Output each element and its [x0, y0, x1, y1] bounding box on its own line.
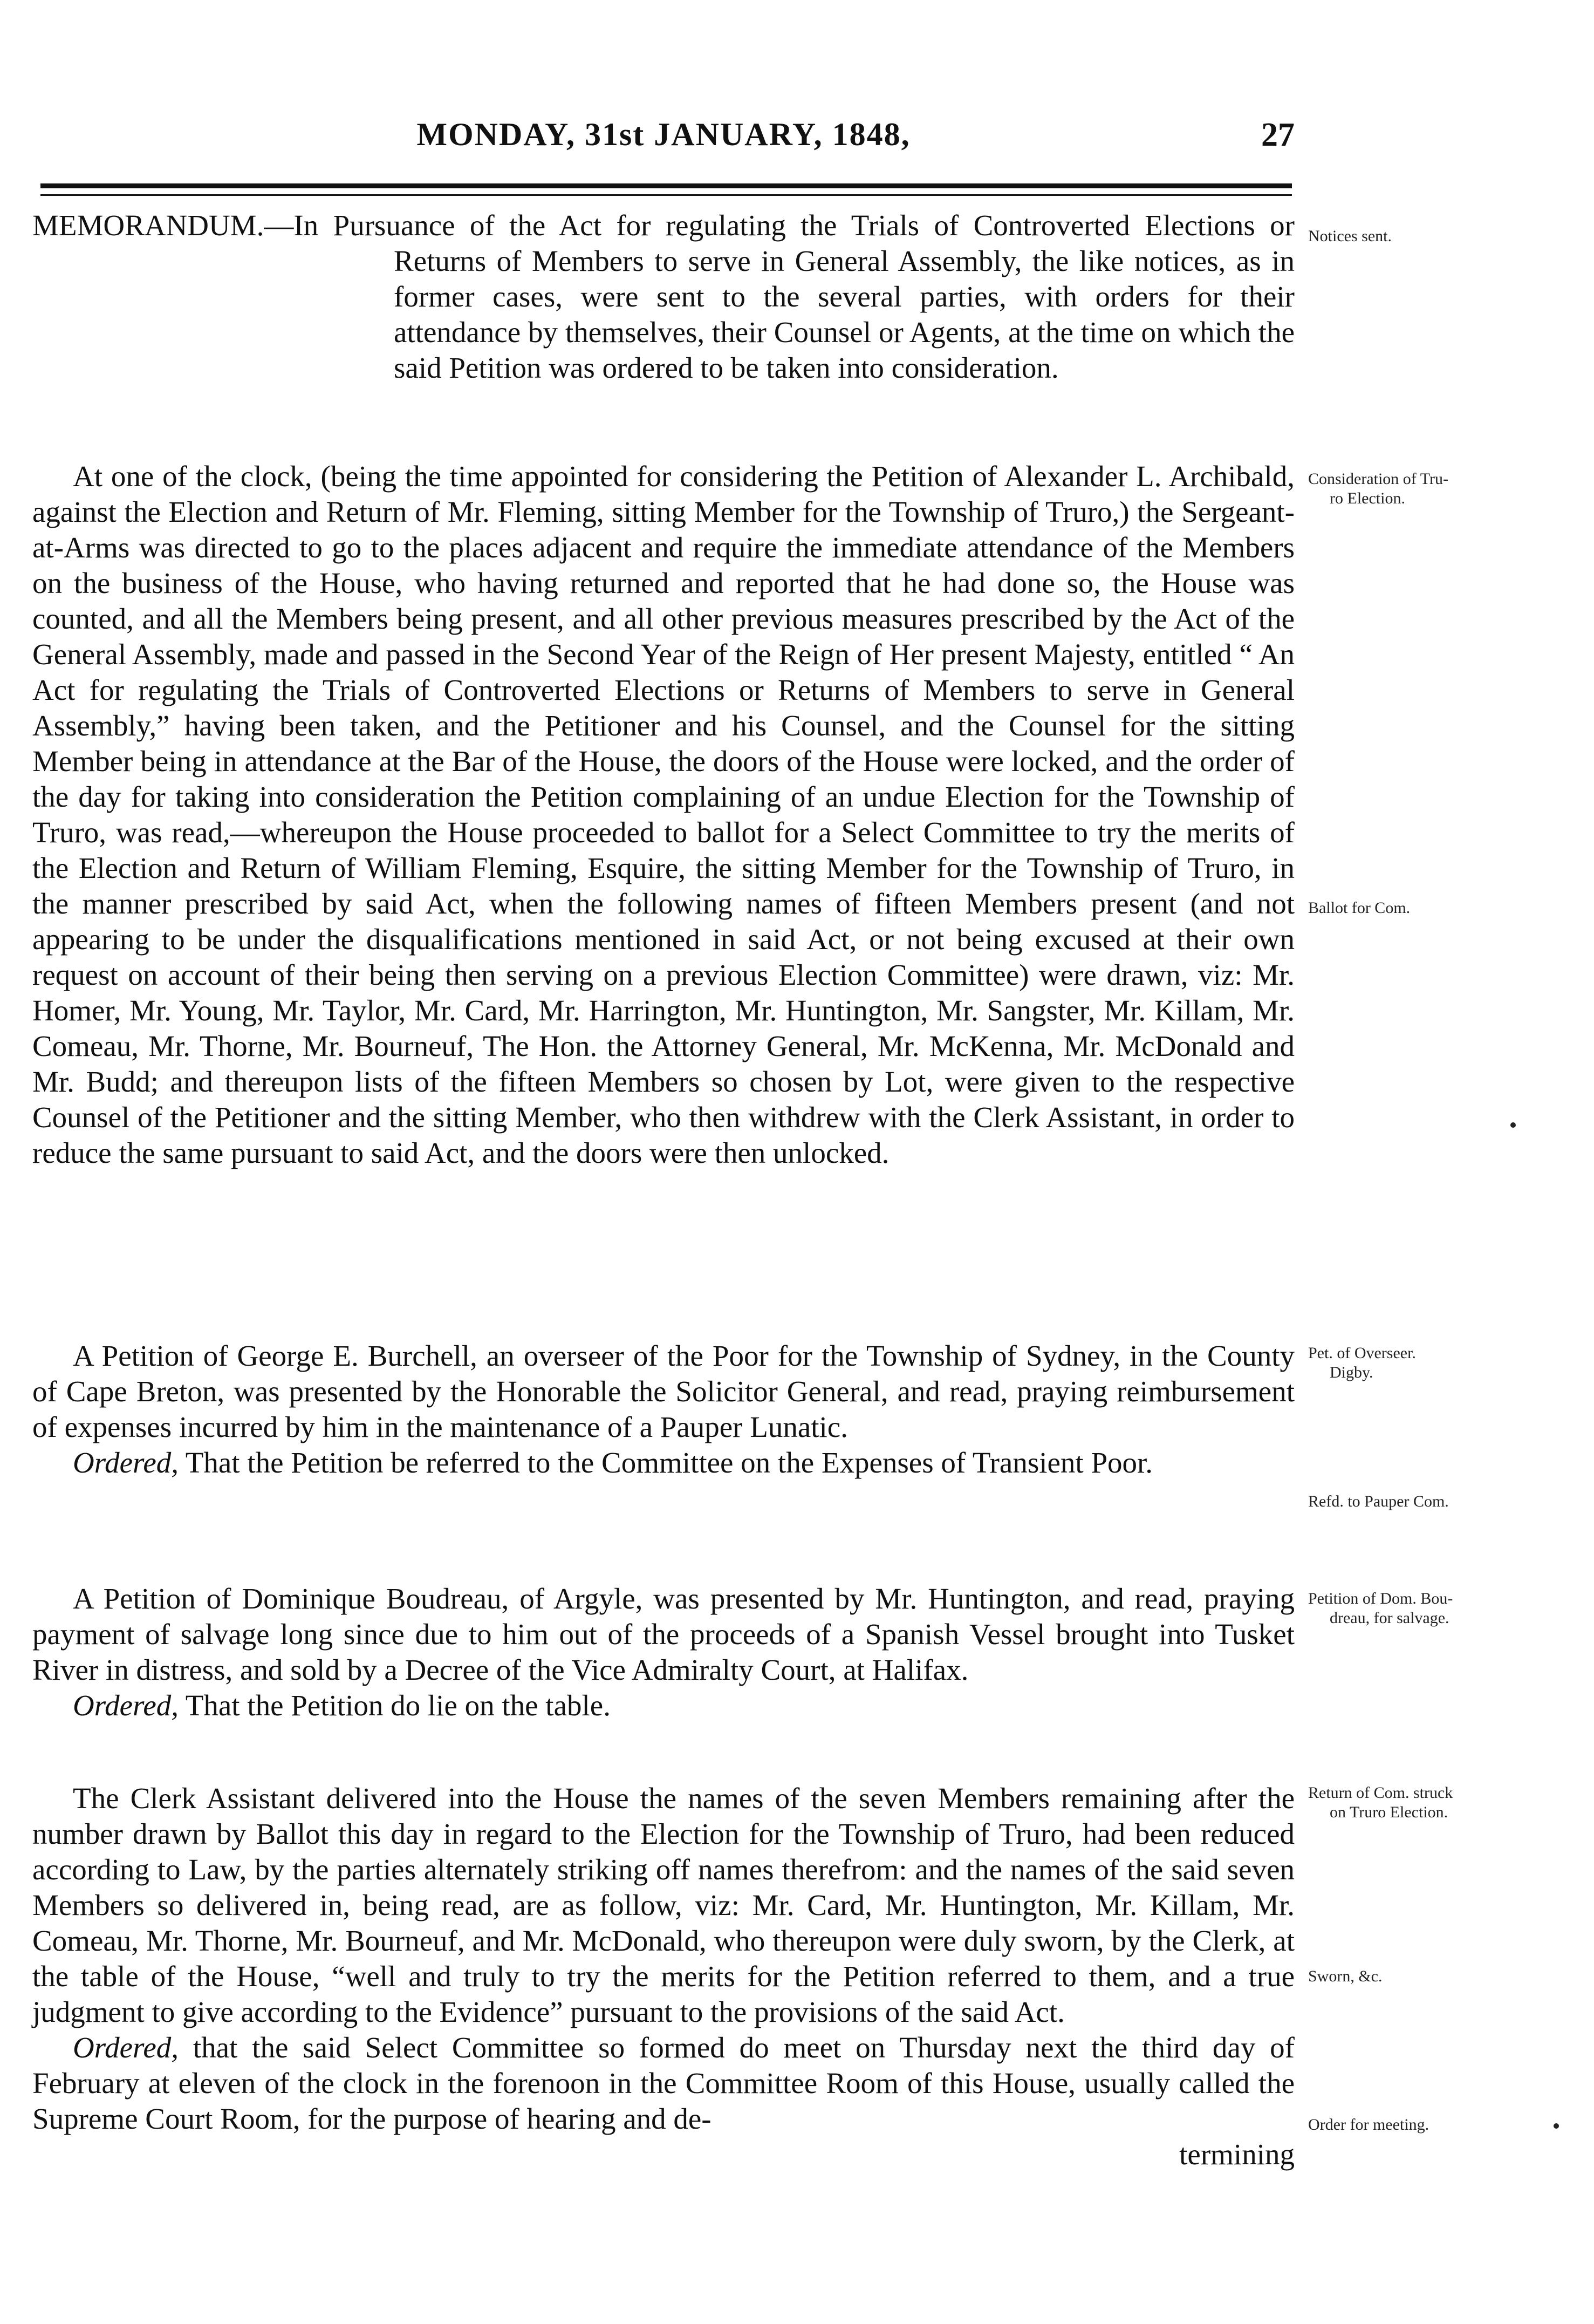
print-speck — [1510, 1122, 1516, 1128]
paragraph-text: A Petition of George E. Burchell, an overseer of the Poor for the Township of Sydney, in the County of Cape Breton, was presented by the Honorable the Solicitor General, and read, praying reimbursement of expenses incurred by him in the maintenance of a Pauper Lunatic. — [32, 1339, 1295, 1443]
margin-note-line: Return of Com. struck — [1308, 1784, 1453, 1802]
paragraph-committee-return — [32, 1781, 1295, 2172]
margin-note-consideration — [1308, 469, 1578, 508]
page-header — [32, 116, 1295, 165]
header-rule-thin — [40, 194, 1292, 196]
ordered-clause — [32, 1688, 1295, 1723]
ordered-label: Ordered, — [73, 1689, 179, 1722]
print-speck — [1554, 2123, 1559, 2129]
margin-note-line: Consideration of Tru- — [1308, 470, 1449, 488]
margin-note-overseer — [1308, 1344, 1578, 1382]
paragraph-burchell-petition — [32, 1338, 1295, 1481]
margin-note-sworn: Sworn, &c. — [1308, 1967, 1383, 1985]
running-head: MONDAY, 31st JANUARY, 1848, — [416, 117, 911, 152]
ordered-clause — [32, 2030, 1295, 2137]
margin-note-line: ro Election. — [1330, 489, 1405, 507]
paragraph-text: The Clerk Assistant delivered into the House the names of the seven Members remaining after the number drawn by Ballot this day in regard to the Election for the Township of Truro, had been reduced according to Law, by the parties alternately striking off names therefrom: and the names of the said seven Members so delivered in, being read, are as follow, viz: Mr. Card, Mr. Huntington, Mr. Killam, Mr. Comeau, Mr. Thorne, Mr. Bourneuf, and Mr. McDonald, who thereupon were duly sworn, by the Clerk, at the table of the House, “well and truly to try the merits for the Petition referred to them, and a true judgment to give according to the Evidence” pursuant to the provisions of the said Act. — [32, 1782, 1295, 2028]
paragraph-truro-election — [32, 459, 1295, 1171]
ordered-text: That the Petition do lie on the table. — [179, 1689, 611, 1722]
margin-note-return — [1308, 1783, 1578, 1822]
memorandum-paragraph — [32, 208, 1295, 386]
margin-note-line: dreau, for salvage. — [1330, 1609, 1449, 1627]
margin-note-line: Pet. of Overseer. — [1308, 1344, 1416, 1362]
memorandum — [32, 208, 1295, 386]
margin-note-ballot: Ballot for Com. — [1308, 899, 1411, 917]
margin-note-pauper: Refd. to Pauper Com. — [1308, 1492, 1449, 1510]
margin-note-line: Petition of Dom. Bou- — [1308, 1590, 1453, 1607]
paragraph-text: A Petition of Dominique Boudreau, of Argyle, was presented by Mr. Huntington, and read, praying payment of salvage long since due to him out of the proceeds of a Spanish Vessel brought into Tusket River in distress, and sold by a Decree of the Vice Admiralty Court, at Halifax. — [32, 1582, 1295, 1686]
margin-note-order-meeting: Order for meeting. — [1308, 2116, 1429, 2134]
paragraph-text: At one of the clock, (being the time appointed for considering the Petition of Alexander L. Archibald, against the Election and Return of Mr. Fleming, sitting Member for the Township of Truro,) the Sergeant-at-Arms was directed to go to the places adjacent and require the immediate attendance of the Members on the business of the House, who having returned and reported that he had done so, the House was counted, and all the Members being present, and all other previous measures prescribed by the Act of the General Assembly, made and passed in the Second Year of the Reign of Her present Majesty, entitled “ An Act for regulating the Trials of Controverted Elections or Returns of Members to serve in General Assembly,” having been taken, and the Petitioner and his Counsel, and the Counsel for the sitting Member being in attendance at the Bar of the House, the doors of the House were locked, and the order of the day for taking into consideration the Petition complaining of an undue Election for the Township of Truro, was read,—whereupon the House proceeded to ballot for a Select Committee to try the merits of the Election and Return of William Fleming, Esquire, the sitting Member for the Township of Truro, in the manner prescribed by said Act, when the following names of fifteen Members present (and not appearing to be under the disqualifications mentioned in said Act, or not being excused at their own request on account of their being then serving on a previous Election Committee) were drawn, viz: Mr. Homer, Mr. Young, Mr. Taylor, Mr. Card, Mr. Harrington, Mr. Huntington, Mr. Sangster, Mr. Killam, Mr. Comeau, Mr. Thorne, Mr. Bourneuf, The Hon. the Attorney General, Mr. McKenna, Mr. McDonald and Mr. Budd; and thereupon lists of the fifteen Members so chosen by Lot, were given to the respective Counsel of the Petitioner and the sitting Member, who then withdrew with the Clerk Assistant, in order to reduce the same pursuant to said Act, and the doors were then unlocked. — [32, 460, 1295, 1169]
margin-note-line: on Truro Election. — [1330, 1803, 1448, 1821]
header-rule-thick — [40, 183, 1292, 188]
memorandum-text: —In Pursuance of the Act for regulating the Trials of Controverted Elections or Returns of Members to serve in General Assembly, the like notices, as in former cases, were sent to the several parties, with orders for their attendance by themselves, their Counsel or Agents, at the time on which the said Petition was ordered to be taken into consideration. — [264, 209, 1295, 384]
memorandum-label: MEMORANDUM. — [32, 209, 264, 242]
ordered-text: that the said Select Committee so formed do meet on Thursday next the third day of February at eleven of the clock in the forenoon in the Committee Room of this House, usually called the Supreme Court Room, for the purpose of hearing and de- — [32, 2031, 1295, 2135]
ordered-text: That the Petition be referred to the Committee on the Expenses of Transient Poor. — [179, 1446, 1153, 1479]
margin-note-line: Digby. — [1330, 1364, 1373, 1381]
ordered-label: Ordered, — [73, 2031, 179, 2064]
margin-note-boudreau — [1308, 1589, 1578, 1628]
ordered-label: Ordered, — [73, 1446, 179, 1479]
ordered-clause — [32, 1445, 1295, 1481]
margin-note-notices: Notices sent. — [1308, 227, 1392, 245]
paragraph-boudreau-petition — [32, 1581, 1295, 1723]
catchword: termining — [1179, 2138, 1295, 2171]
page-number: 27 — [1261, 117, 1295, 153]
